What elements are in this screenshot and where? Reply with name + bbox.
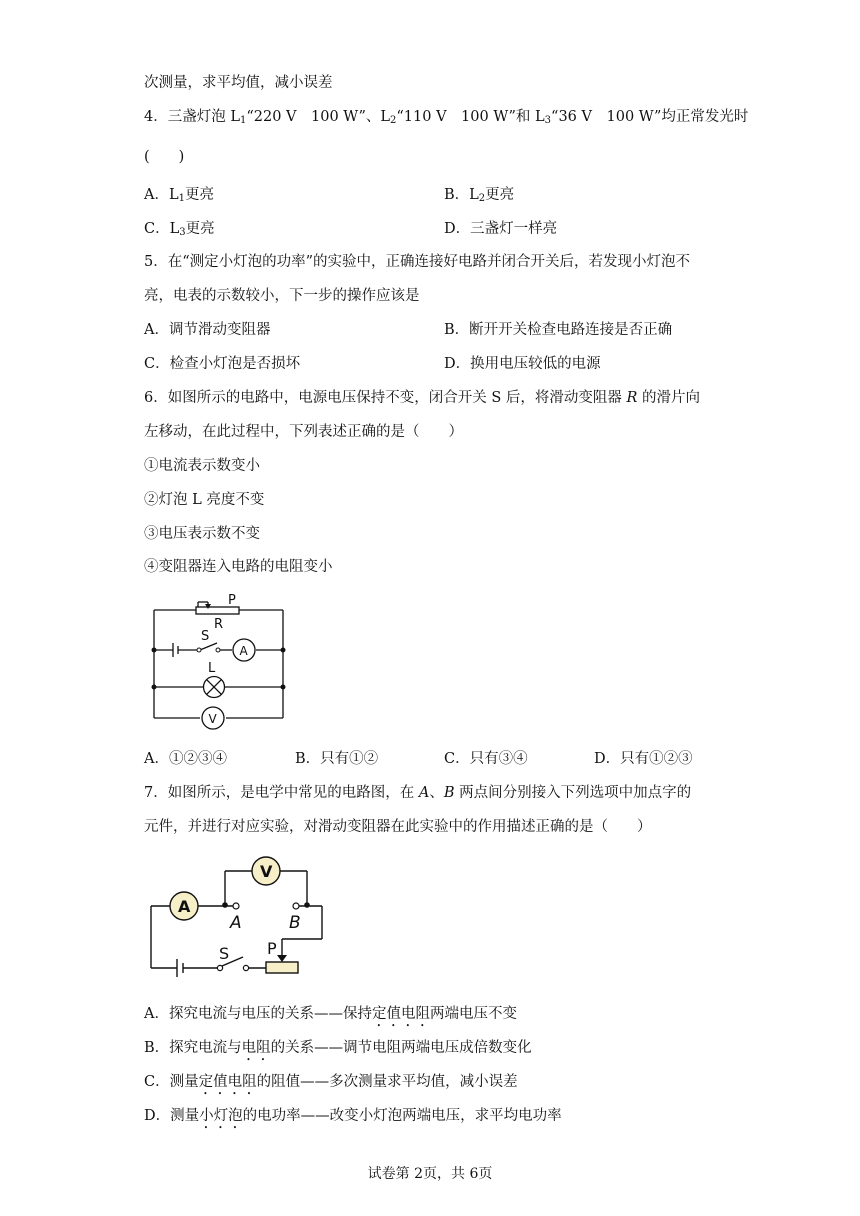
- q6-statement-1: ①电流表示数变小: [144, 458, 260, 474]
- voltmeter-icon: V: [208, 712, 217, 726]
- q7-label-s: S: [219, 944, 230, 963]
- q6-statement-4: ④变阻器连入电路的电阻变小: [144, 559, 333, 575]
- q6-stem-line1: 6．如图所示的电路中，电源电压保持不变，闭合开关 S 后，将滑动变阻器 R 的滑片向: [144, 390, 701, 406]
- q7-point-b: B: [289, 913, 301, 933]
- q5-option-a[interactable]: A．调节滑动变阻器: [144, 322, 271, 338]
- q5-option-c[interactable]: C．检查小灯泡是否损坏: [144, 356, 301, 372]
- q6-label-l: L: [208, 661, 216, 676]
- q6-label-s: S: [201, 629, 210, 644]
- q4-stem: 4．三盏灯泡 $L_1“220$ V 100 W”、$L_2“110$ V 100 W”和 $L_3“36$ V 100 W”均正常发光时: [144, 109, 749, 126]
- q6-option-b[interactable]: B．只有①②: [295, 751, 379, 767]
- q7-label-p: P: [267, 939, 277, 958]
- q6-label-r: R: [214, 617, 224, 632]
- q6-circuit-diagram: [140, 588, 300, 738]
- q6-label-p: P: [228, 593, 236, 608]
- q7-stem-line1: 7．如图所示，是电学中常见的电路图，在 A、B 两点间分别接入下列选项中加点字的: [144, 785, 692, 801]
- q7-option-b[interactable]: B．探究电流与电阻的关系——调节电阻两端电压成倍数变化: [144, 1040, 532, 1056]
- q4-option-c[interactable]: C．$L_3$更亮: [144, 221, 215, 238]
- q5-stem-line2: 亮，电表的示数较小，下一步的操作应该是: [144, 288, 420, 304]
- q6-option-c[interactable]: C．只有③④: [444, 751, 528, 767]
- q4-option-d[interactable]: D．三盏灯一样亮: [444, 221, 558, 237]
- q7-option-a[interactable]: A．探究电流与电压的关系——保持定值电阻两端电压不变: [144, 1006, 517, 1022]
- q7-option-c[interactable]: C．测量定值电阻的阻值——多次测量求平均值，减小误差: [144, 1074, 518, 1090]
- q6-stem-line2: 左移动，在此过程中，下列表述正确的是（ ）: [144, 424, 463, 440]
- q4-option-b[interactable]: B．$L_2$更亮: [444, 187, 515, 204]
- q5-option-b[interactable]: B．断开开关检查电路连接是否正确: [444, 322, 673, 338]
- ammeter-icon: A: [239, 644, 248, 658]
- q5-stem-line1: 5．在“测定小灯泡的功率”的实验中，正确连接好电路并闭合开关后，若发现小灯泡不: [144, 254, 691, 270]
- continued-text: 次测量，求平均值，减小误差: [144, 75, 333, 91]
- q4-option-a[interactable]: A．$L_1$更亮: [144, 187, 214, 204]
- q6-statement-2: ②灯泡 L 亮度不变: [144, 492, 265, 508]
- q6-statement-3: ③电压表示数不变: [144, 526, 260, 542]
- q5-option-d[interactable]: D．换用电压较低的电源: [444, 356, 601, 372]
- voltmeter-icon: V: [260, 862, 273, 881]
- q7-stem-line2: 元件，并进行对应实验，对滑动变阻器在此实验中的作用描述正确的是（ ）: [144, 819, 652, 835]
- page-footer: 试卷第 2页，共 6页: [367, 1166, 493, 1182]
- q7-option-d[interactable]: D．测量小灯泡的电功率——改变小灯泡两端电压，求平均电功率: [144, 1108, 562, 1124]
- q6-option-d[interactable]: D．只有①②③: [594, 751, 693, 767]
- q7-point-a: A: [230, 913, 242, 933]
- q6-option-a[interactable]: A．①②③④: [144, 751, 227, 767]
- q4-paren: ( ): [144, 149, 185, 165]
- ammeter-icon: A: [178, 897, 191, 916]
- q7-circuit-diagram: [146, 852, 336, 987]
